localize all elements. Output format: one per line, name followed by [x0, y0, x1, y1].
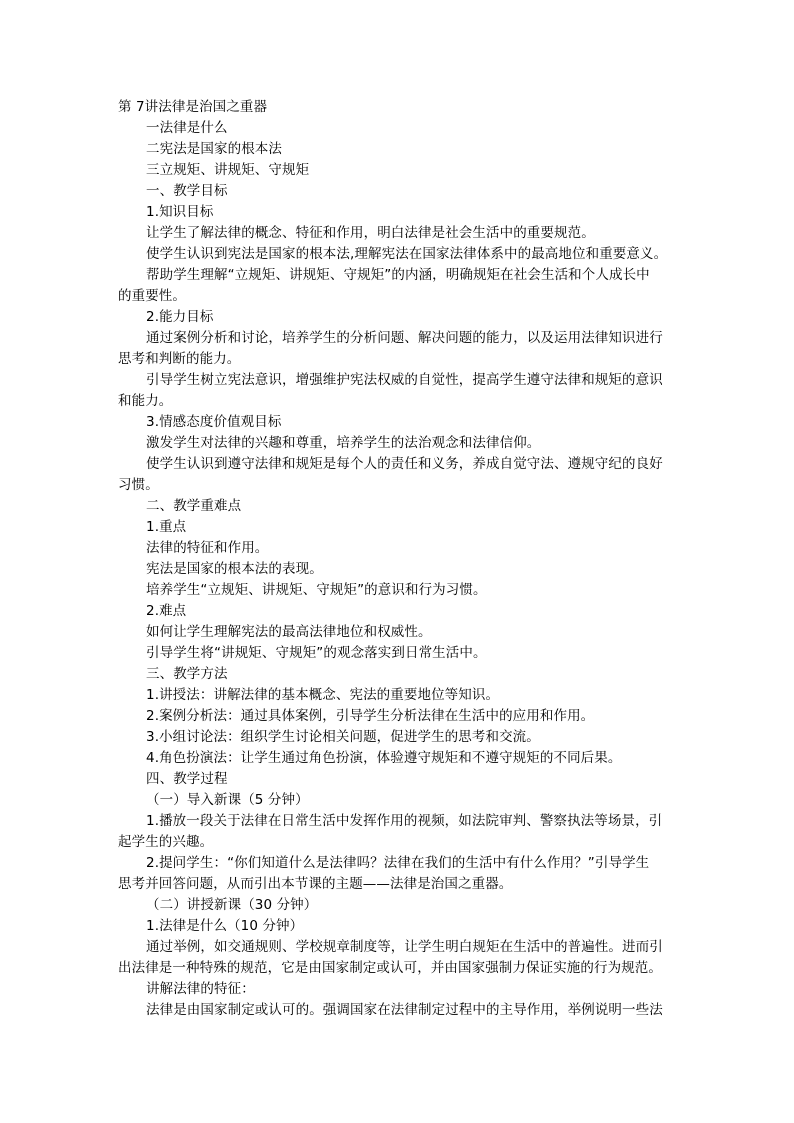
subsection-heading: 2.能力目标: [146, 309, 214, 325]
paragraph-line: 讲解法律的特征：: [146, 981, 255, 997]
section-heading: 四、教学过程: [146, 771, 228, 787]
paragraph-line: 出法律是一种特殊的规范，它是由国家制定或认可，并由国家强制力保证实施的行为规范。: [118, 960, 662, 976]
paragraph-line: 宪法是国家的根本法的表现。: [146, 561, 323, 577]
paragraph-line: 通过举例，如交通规则、学校规章制度等，让学生明白规矩在生活中的普遍性。进而引: [146, 939, 663, 955]
paragraph-line: 法律是由国家制定或认可的。强调国家在法律制定过程中的主导作用，举例说明一些法: [146, 1002, 663, 1018]
list-item: 3.小组讨论法：组织学生讨论相关问题，促进学生的思考和交流。: [146, 729, 540, 745]
section-heading: 三、教学方法: [146, 666, 228, 682]
subsection-heading: （二）讲授新课（30 分钟）: [146, 897, 318, 913]
subsection-heading: （一）导入新课（5 分钟）: [146, 792, 309, 808]
paragraph-line: 思考和判断的能力。: [118, 351, 241, 367]
outline-item: 一法律是什么: [146, 120, 228, 136]
paragraph-line: 习惯。: [118, 477, 159, 493]
paragraph-line: 引导学生树立宪法意识，增强维护宪法权威的自觉性，提高学生遵守法律和规矩的意识: [146, 372, 663, 388]
paragraph-line: 的重要性。: [118, 288, 186, 304]
paragraph-line: 和能力。: [118, 393, 173, 409]
paragraph-line: 培养学生“立规矩、讲规矩、守规矩”的意识和行为习惯。: [146, 582, 487, 598]
section-heading: 二、教学重难点: [146, 498, 242, 514]
subsection-heading: 1.知识目标: [146, 204, 214, 220]
paragraph-line: 激发学生对法律的兴趣和尊重，培养学生的法治观念和法律信仰。: [146, 435, 541, 451]
list-item: 1.讲授法：讲解法律的基本概念、宪法的重要地位等知识。: [146, 687, 500, 703]
paragraph-line: 2.提问学生：“你们知道什么是法律吗？法律在我们的生活中有什么作用？”引导学生: [146, 855, 650, 871]
paragraph-line: 思考并回答问题，从而引出本节课的主题——法律是治国之重器。: [118, 876, 513, 892]
paragraph-line: 法律的特征和作用。: [146, 540, 269, 556]
paragraph-line: 让学生了解法律的概念、特征和作用，明白法律是社会生活中的重要规范。: [146, 225, 595, 241]
list-item: 2.案例分析法：通过具体案例，引导学生分析法律在生活中的应用和作用。: [146, 708, 595, 724]
paragraph-line: 使学生认识到宪法是国家的根本法,理解宪法在国家法律体系中的最高地位和重要意义。: [146, 246, 668, 262]
paragraph-line: 如何让学生理解宪法的最高法律地位和权威性。: [146, 624, 432, 640]
section-heading: 一、教学目标: [146, 183, 228, 199]
subsection-heading: 1.法律是什么（10 分钟）: [146, 918, 304, 934]
subsection-heading: 2.难点: [146, 603, 187, 619]
paragraph-line: 1.播放一段关于法律在日常生活中发挥作用的视频，如法院审判、警察执法等场景，引: [146, 813, 663, 829]
document-title: 第 7讲法律是治国之重器: [118, 99, 268, 115]
paragraph-line: 帮助学生理解“立规矩、讲规矩、守规矩”的内涵，明确规矩在社会生活和个人成长中: [146, 267, 650, 283]
paragraph-line: 使学生认识到遵守法律和规矩是每个人的责任和义务，养成自觉守法、遵规守纪的良好: [146, 456, 663, 472]
outline-item: 三立规矩、讲规矩、守规矩: [146, 162, 310, 178]
subsection-heading: 1.重点: [146, 519, 187, 535]
subsection-heading: 3.情感态度价值观目标: [146, 414, 282, 430]
paragraph-line: 通过案例分析和讨论，培养学生的分析问题、解决问题的能力，以及运用法律知识进行: [146, 330, 663, 346]
paragraph-line: 起学生的兴趣。: [118, 834, 214, 850]
outline-item: 二宪法是国家的根本法: [146, 141, 282, 157]
paragraph-line: 引导学生将“讲规矩、守规矩”的观念落实到日常生活中。: [146, 645, 487, 661]
list-item: 4.角色扮演法：让学生通过角色扮演，体验遵守规矩和不遵守规矩的不同后果。: [146, 750, 622, 766]
